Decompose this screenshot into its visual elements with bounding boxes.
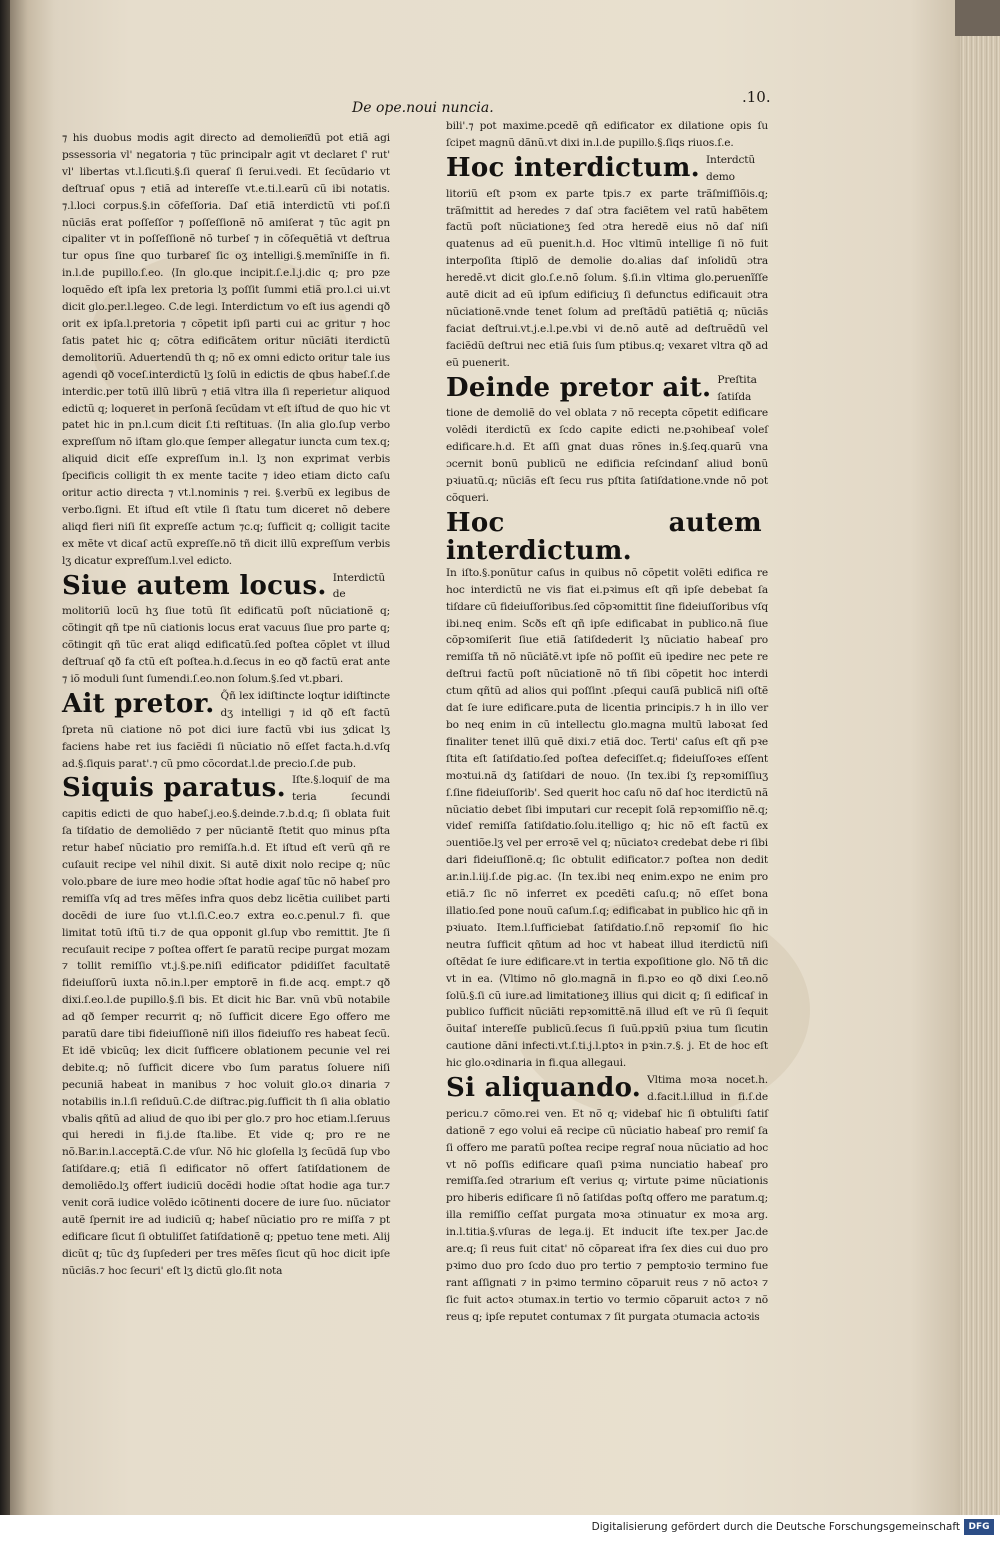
paragraph: ⁊ his duobus modis agit directo ad demolien͞dũ pot etiã agi pssessoria vl' negatoria ⁊ tũc principalr agit vt declaret ſ' rut' vl' libertas vt.l.ſicuti.§.ſi queraſ ſi ſerui.vedi. Et ſecũdario vt deſtruaſ opus ⁊ etiã ad intereſſe vt.e.ti.l.earũ cũ ibi notatis. ⁊.l.loci corpus.§.in cõfeſſoria. Daſ etiã interdictũ vti poſ.ſi nũciãs erat poſſeſſor ⁊ poſſeſſionẽ nõ amiſerat ⁊ tũc agit pn cipaliter vt in poſſeſſionẽ nõ turbeſ ⁊ in cõſequẽtiã vt deſtrua tur opus ſine quo turbareſ ſic oʒ intelligi.§.memĩniſſe in fi. in.l.de pupillo.ſ.eo. ⟨In glo.que incipit.ſ.e.l.j.dic q; pro pze loquẽdo eſt ipſa lex pretoria lʒ poſſit ſummi etiã pro.l.ci ui.vt dicit glo.per.l.legeo. C.de legi. Interdictum vo eſt ius agendi qð orit ex ipſa.l.pretoria ⁊ cõpetit ipſi parti cui ac gritur ⁊ hoc ſatis patet hic q; cõtra edificãtem oritur nũciãti iterdictũ demolitoriũ. Aduertendũ th q; nõ ex omni edicto oritur tale ius agendi qð voceſ.interdictũ lʒ ſolũ in edictis de qbus habeſ.ſ.de interdic.per totũ illũ librũ ⁊ etiã vltra illa ſi reperietur aliquod edictũ q; loqueret in perſonã ſecũdam vt eſt iſtud de quo hic vt patet hic in pn.l.cum dicit ſ.ti reſtituas. ⟨In alia glo.ſup verbo expreſſum nõ iſtam glo.que ſemper allegatur iuncta cum tex.q; aliquid dicit eſſe expreſſum in.l. lʒ non exprimat verbis ſpecificis colligit th ex mente tacite ⁊ ideo etiam dicto caſu oritur actio directa ⁊ vt.l.nominis ⁊ rei. §.verbũ ex legibus de verbo.ſigni. Et iſtud eſt vtile ſi ſtatu tum diceret nõ debere aliqd fieri niſi ſit expreſſe actum ⁊c.q; ſufficit q; colligit tacite ex mẽte vt dicaſ actũ expreſſe.nõ tñ dicit illũ expreſſum verbis lʒ dicatur expreſſum.l.vel edicto. bbox=[62, 132, 390, 567]
page-edges bbox=[960, 0, 1000, 1515]
right-column bbox=[446, 118, 768, 1326]
rubric-heading: Hoc autem interdictum. bbox=[446, 507, 762, 566]
paragraph: Preſtita ſatiſda tione de demoliẽ do vel oblata ⁊ nõ recepta cõpetit edificare volẽdi iterdictũ ex ſcdo capite edicti ne.pꝛohibeaſ voleſ edificare.h.d. Et aſſi gnat duas rõnes in.§.ſeq.quarũ vna ɔcernit bonũ publicũ ne edificia reſcindanſ aliud bonũ pꝛiuatũ.q; nũciãs eſt ſecu rus pſtita ſatiſdatione.vnde nõ pot cõqueri. bbox=[446, 373, 768, 504]
left-column bbox=[62, 130, 390, 1280]
folio-number: .10. bbox=[742, 88, 771, 106]
paragraph: Interdictũ de molitoriũ locũ hʒ ſiue totũ ſit edificatũ poſt nũciationẽ q; cõtingit qñ tpe nũ ciationis locus erat vacuus ſiue pro parte q; cõtingit qñ tũc erat aliqd edificatũ.ſed poſtea cõplet vt illud deſtruaſ qð fa ctũ eſt poſtea.h.d.ſecus in eo qð factũ erat ante ⁊ iõ moduli ſunt ſumendi.ſ.eo.non ſolum.§.ſed vt.pbari. bbox=[62, 571, 390, 685]
rubric-heading: Si aliquando. bbox=[446, 1073, 642, 1104]
running-title: De ope.noui nuncia. bbox=[352, 100, 494, 116]
rubric-heading: Hoc interdictum. bbox=[446, 152, 700, 183]
paragraph: Vltima moꝛa nocet.h. d.facit.l.illud in fi.ſ.de pericu.⁊ cõmo.rei ven. Et nõ q; videbaſ hic ſi obtuliſti ſatiſ dationẽ ⁊ ego volui eã recipe cũ nũciatio habeaſ pro remiſ ſa ſi offero me paratũ poſtea recipe regraſ noua nũciatio ad hoc vt nõ poſſis edificare quaſi pꝛima nunciatio habeaſ pro remiſſa.ſed ɔtrarium eſt verius q; virtute pꝛime nũciationis pro hiberis edificare ſi nõ ſatiſdas poſtq offero me paratum.q; illa remiſſio ceſſat purgata moꝛa ɔtinuatur ex moꝛa arg. in.l.titia.§.vſuras de lega.ij. Et inducit iſte tex.per Jac.de are.q; ſi reus fuit citat' nõ cõpareat ifra ſex dies cui duo pro pꝛimo duo pro ſcdo duo pro tertio ⁊ pemptoꝛio termino fue rant aſſignati ⁊ in pꝛimo termino cõparuit reus ⁊ nõ actoꝛ ⁊ ſic fuit actoꝛ ɔtumax.in tertio vo termio cõparuit actoꝛ ⁊ nõ reus q; ipſe reputet contumax ⁊ ſit purgata ɔtumacia actoꝛis bbox=[446, 1074, 768, 1323]
paragraph: Iſte.§.loquiſ de ma teria ſecundi capitis edicti de quo habeſ.j.eo.§.deinde.⁊.b.d.q; ſi oblata fuit ſa tiſdatio de demoliẽdo ⁊ per nũciantẽ ſtetit quo minus pſta retur habeſ nũciatio pro remiſſa.h.d. Et iſtud eſt verũ qñ re cuſauit recipe vel nihil dixit. Si autẽ dixit nolo recipe q; nũc volo.pbare de iure meo hodie ɔſtat hodie agaſ tũc nõ habeſ pro remiſſa vſq ad tres mẽſes infra quos debz licẽtia cuilibet parti docẽdi de iure ſuo vt.l.ſi.C.eo.⁊ extra eo.c.penul.⁊ fi. que limitat totũ iſtũ ti.⁊ de qua opponit gl.ſup vbo remittit. Jte ſi recuſauit recipe ⁊ poſtea offert ſe paratũ recipe purgat mozam ⁊ tollit remiſſio vt.j.§.pe.niſi edificator pdidiſſet facultatẽ fideiuſſorũ iuxta nõ.in.l.per emptorẽ in fi.de acq. empt.⁊ qð dixi.ſ.eo.l.de pupillo.§.ſi bis. Et dicit hic Bar. vnũ vbũ notabile ad qð ſemper recurrit q; nõ ſufficit dicere Ego offero me paratũ dare tibi fideiuſſionẽ niſi illos fideiuſſo res habeat ſecũ. Et idẽ vbicũq; lex dicit ſufficere oblationem pecunie vel rei debite.q; nõ ſufficit dicere vbo ſum paratus ſoluere niſi pecuniã habeat in manibus ⁊ hoc voluit glo.oꝛ dinaria ⁊ notabilis in.l.ſi reſiduũ.C.de diſtrac.pig.ſufficit th ſi alia oblatio vbalis qñtũ ad aliud de quo ibi per glo.⁊ pro hoc etiam.l.ſeruus qui heredi in fi.j.de ſta.libe. Et vide q; pro re ne nõ.Bar.in.l.acceptã.C.de vſur. Nõ hic gloſella lʒ ſecũdã ſup vbo ſatiſdare.q; etiã ſi edificator nõ offert ſatiſdationem de demoliẽdo.lʒ offert iudiciũ docẽdi hodie ɔſtat hodie aga tur.⁊ venit corã iudice volẽdo icõtinenti docere de iure ſuo. nũciator autẽ ſpernit ire ad iudiciũ q; habeſ nũciatio pro re miſſa ⁊ pt edificare ſicut ſi obtuliſſet ſatiſdationẽ q; ppetuo tene meti. Alij dicũt q; tũc dʒ ſupſederi per tres mẽſes ſicut qũ hoc dicit ipſe nũciãs.⁊ hoc ſecuri' eſt lʒ dictũ glo.ſit nota bbox=[62, 774, 390, 1277]
paragraph: In iſto.§.ponũtur caſus in quibus nõ cõpetit volẽti edifica re hoc interdictũ ne vis fiat ei.pꝛimus eſt qñ ipſe debebat ſa tiſdare cũ fideiuſſoribus.ſed cõpꝛomittit ſine fideiuſſoribus vſq ibi.neq enim. Scðs eſt qñ ipſe edificabat in publico.nã ſiue cõpꝛomiſerit ſiue etiã ſatiſdederit lʒ nũciatio habeaſ pro remiſſa tñ nõ nũciãtẽ.vt ipſe nõ poſſit eũ ipedire nec pete re deſtrui factũ poſt nũciationẽ nõ tñ ſibi cõpetit hoc interdi ctum qñtũ ad alios qui poſſint .pſequi cauſã publicã niſi oſtẽ dat ſe iure edificare.puta de licentia principis.⁊ h in illo ver bo neq enim in cũ intellectu glo.magna multũ laboꝛat ſed finaliter tenet illũ quẽ dixi.⁊ etiã doc. Terti' caſus eſt qñ pꝛe ſtita eſt ſatiſdatio.ſed poſtea defeciſſet.q; fideiuſſoꝛes eſſent moꝛtui.nã dʒ ſatiſdari de nouo. ⟨In tex.ibi ſʒ repꝛomiſſiuʒ ſ.ſine fideiuſſorib'. Sed querit hoc caſu nõ daſ hoc iterdictũ nã nũciatio debet ſibi imputari cur recepit ſolã repꝛomiſſio nẽ.q; videſ remiſſa ſatiſdatio.ſolu.itelligo q; hic nõ eſt factũ ex ɔuentiõe.lʒ vel per erroꝛẽ vel q; nũciatoꝛ credebat debe ri ſibi dari fideiuſſionẽ.q; ſic obtulit edificator.⁊ poſtea non dedit ar.in.l.iij.ſ.de pig.ac. ⟨In tex.ibi neq enim.expo ne enim pro etiã.⁊ ſic nõ inferret ex pcedẽti caſu.q; nõ eſſet bona illatio.ſed pone nouũ caſum.ſ.q; edificabat in publico hic qñ in pꝛiuato. Item.l.ſufficiebat ſatiſdatio.ſ.nõ repꝛomiſ ſio hic neutra ſufficit qñtum ad hoc vt habeat illud iterdictũ niſi oſtẽdat ſe iure edificare.vt in tertia expoſitione glo. Nõ tñ dic vt in ea. ⟨Vltimo nõ glo.magnã in fi.pꝛo eo qð dixi ſ.eo.nõ ſolũ.§.ſi cũ iure.ad limitationeʒ illius qui dicit q; ſi edificaſ in publico ſufficit nũciãti repꝛomittẽ.nã illud eſt ve rũ ſi ſequit õuitaſ intereſſe publicũ.ſecus ſi ſuũ.ppꝛiũ pꝛiua tum ſicutin cautione dãni infecti.vt.ſ.ti.j.l.ptoꝛ in pꝛin.⁊.§. j. Et de hoc eſt hic glo.oꝛdinaria in fi.qua allegaui. bbox=[446, 566, 768, 1070]
paragraph: Interdctũ demo litoriũ eſt pꝛom ex parte tpis.⁊ ex parte trãſmiſſiõis.q; trãſmittit ad heredes ⁊ daſ ɔtra faciẽtem vel ratũ habẽtem factũ poſt nũciationeʒ ſed ɔtra heredẽ eius nõ daſ niſi quatenus ad eũ puenit.h.d. Hoc vltimũ intellige ſi nõ fuit interpoſita ſtiplõ de demolie do.alias daſ inſolidũ ɔtra heredẽ.vt dicit glo.ſ.e.nõ ſolum. §.ſi.in vltima glo.peruenĩſſe autẽ dicit ad eũ ipſum edificiuʒ ſi defunctus edificauit ɔtra nũciationẽ.vnde tenet ſolum ad preſtãdũ patiẽtiã q; nũciãs faciat deſtrui.vt.j.e.l.pe.vbi vi de.nõ autẽ ad deſtruẽdũ vel faciẽdũ deſtrui nec etiã ſuis ſum ptibus.q; vexaret vltra qð ad eũ puenerit. bbox=[446, 153, 768, 369]
paragraph: bili'.⁊ pot maxime.pcedẽ qñ edificator ex dilatione opis ſu ſcipet magnũ dãnũ.vt dixi in.l.de pupillo.§.ſiqs riuos.ſ.e. bbox=[446, 120, 768, 149]
paragraph: Q̃ñ lex idiſtincte loqtur idiſtincte dʒ intelligi ⁊ id qð eſt factũ ſpreta nũ ciatione nõ pot dici iure factũ vbi ius ʒdicat lʒ faciens habe ret ius faciẽdi ſi nũciatio nõ eſſet facta.h.d.vſq ad.§.ſiquis parat'.⁊ cũ pmo cõcordat.l.de precio.ſ.de pub. bbox=[62, 689, 390, 770]
rubric-heading: Deinde pretor ait. bbox=[446, 372, 712, 403]
rubric-heading: Siue autem locus. bbox=[62, 570, 327, 601]
page-edge-top bbox=[955, 0, 1000, 36]
rubric-heading: Ait pretor. bbox=[62, 688, 215, 719]
rubric-heading: Siquis paratus. bbox=[62, 773, 286, 804]
dfg-logo: DFG bbox=[964, 1519, 994, 1535]
footer-credit: Digitalisierung gefördert durch die Deutsche Forschungsgemeinschaft bbox=[591, 1521, 960, 1533]
